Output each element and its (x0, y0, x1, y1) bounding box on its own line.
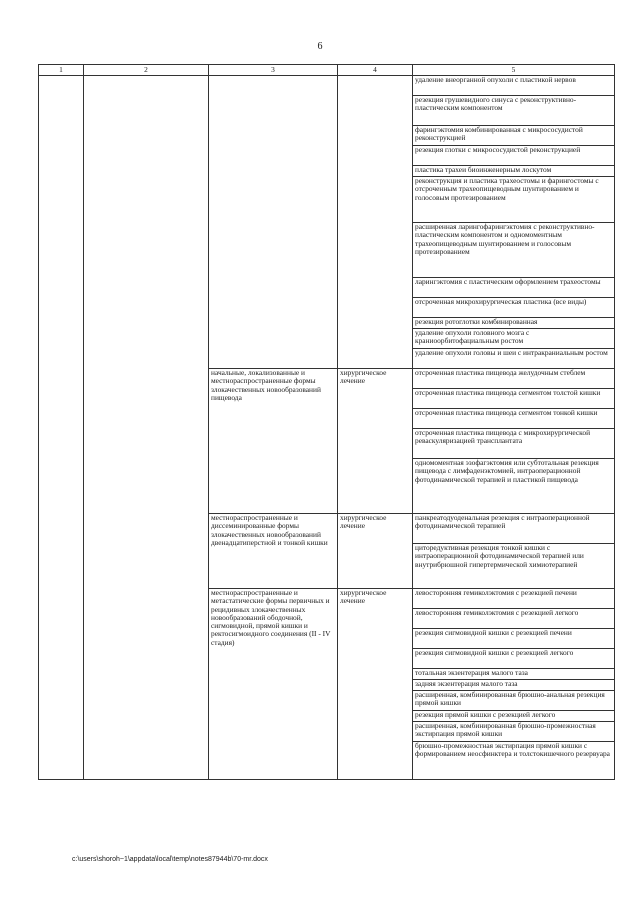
procedure-cell: резекция сигмовидной кишки с резекцией печени (413, 629, 615, 649)
procedure-cell: тотальная экзентерация малого таза (413, 669, 615, 680)
col1-cell (39, 76, 84, 780)
procedure-cell: циторедуктивная резекция тонкой кишки с интраоперационной фотодинамической терапией или внутрибрюшной гипертермической химиотерапией (413, 544, 615, 589)
condition-cell (209, 76, 338, 369)
procedure-cell: отсроченная микрохирургическая пластика (все виды) (413, 298, 615, 318)
procedure-cell: расширенная ларингофарингэктомия с реконструктивно-пластическим компонентом и одномоментным трахеопищеводным шунтированием и голосовым протезированием (413, 223, 615, 278)
procedure-cell: одномоментная эзофагэктомия или субтотальная резекция пищевода с лимфаденэктомией, интраоперационной фотодинамической терапией и пластикой пищевода (413, 459, 615, 514)
treatment-type-cell: хирургическое лечение (338, 514, 413, 589)
table-body (39, 76, 615, 780)
column-header: 3 (209, 65, 338, 76)
treatment-table (38, 64, 615, 780)
treatment-type-cell: хирургическое лечение (338, 589, 413, 780)
procedure-cell: левосторонняя гемиколэктомия с резекцией печени (413, 589, 615, 609)
procedure-cell: удаление внеорганной опухоли с пластикой нервов (413, 76, 615, 96)
procedure-cell: пластика трахеи биоинженерным лоскутом (413, 166, 615, 177)
condition-cell: начальные, локализованные и местнораспространенные формы злокачественных новообразований пищевода (209, 369, 338, 514)
column-header: 5 (413, 65, 615, 76)
procedure-cell: расширенная, комбинированная брюшно-промежностная экстирпация прямой кишки (413, 722, 615, 742)
treatment-type-cell (338, 76, 413, 369)
procedure-cell: резекция сигмовидной кишки с резекцией легкого (413, 649, 615, 669)
procedure-cell: отсроченная пластика пищевода с микрохирургической реваскуляризацией трансплантата (413, 429, 615, 459)
condition-cell: местнораспространенные и диссеминированные формы злокачественных новообразований двенадцатиперстной и тонкой кишки (209, 514, 338, 589)
procedure-cell: резекция ротоглотки комбинированная (413, 318, 615, 329)
procedure-cell: ларингэктомия с пластическим оформлением трахеостомы (413, 278, 615, 298)
treatment-type-cell: хирургическое лечение (338, 369, 413, 514)
column-header: 2 (84, 65, 209, 76)
procedure-cell: фарингэктомия комбинированная с микрососудистой реконструкцией (413, 126, 615, 146)
column-header: 4 (338, 65, 413, 76)
procedure-cell: реконструкция и пластика трахеостомы и фарингостомы с отсроченным трахеопищеводным шунтированием и голосовым протезированием (413, 177, 615, 223)
procedure-cell: отсроченная пластика пищевода сегментом толстой кишки (413, 389, 615, 409)
procedure-cell: расширенная, комбинированная брюшно-анальная резекция прямой кишки (413, 691, 615, 711)
col2-cell (84, 76, 209, 780)
table-row (39, 76, 615, 96)
procedure-cell: удаление опухоли головного мозга с краниоорбитофациальным ростом (413, 329, 615, 349)
procedure-cell: левосторонняя гемиколэктомия с резекцией легкого (413, 609, 615, 629)
procedure-cell: резекция грушевидного синуса с реконструктивно-пластическим компонентом (413, 96, 615, 126)
procedure-cell: отсроченная пластика пищевода сегментом тонкой кишки (413, 409, 615, 429)
footer-file-path: c:\users\shoroh~1\appdata\local\temp\notes87944b\70-mr.docx (72, 856, 268, 863)
procedure-cell: панкреатодуоденальная резекция с интраоперационной фотодинамической терапией (413, 514, 615, 544)
table-header-row (39, 65, 615, 76)
page-number: 6 (317, 41, 323, 52)
procedure-cell: отсроченная пластика пищевода желудочным стеблем (413, 369, 615, 389)
procedure-cell: задняя экзентерация малого таза (413, 680, 615, 691)
procedure-cell: удаление опухоли головы и шеи с интракраниальным ростом (413, 349, 615, 369)
procedure-cell: резекция прямой кишки с резекцией легкого (413, 711, 615, 722)
column-header: 1 (39, 65, 84, 76)
procedure-cell: брюшно-промежностная экстирпация прямой кишки с формированием неосфинктера и толстокишечного резервуара (413, 742, 615, 780)
condition-cell: местнораспространенные и метастатические формы первичных и рецидивных злокачественных новообразований ободочной, сигмовидной, прямой кишки и ректосигмоидного соединения (II - IV стадия) (209, 589, 338, 780)
procedure-cell: резекция глотки с микрососудистой реконструкцией (413, 146, 615, 166)
